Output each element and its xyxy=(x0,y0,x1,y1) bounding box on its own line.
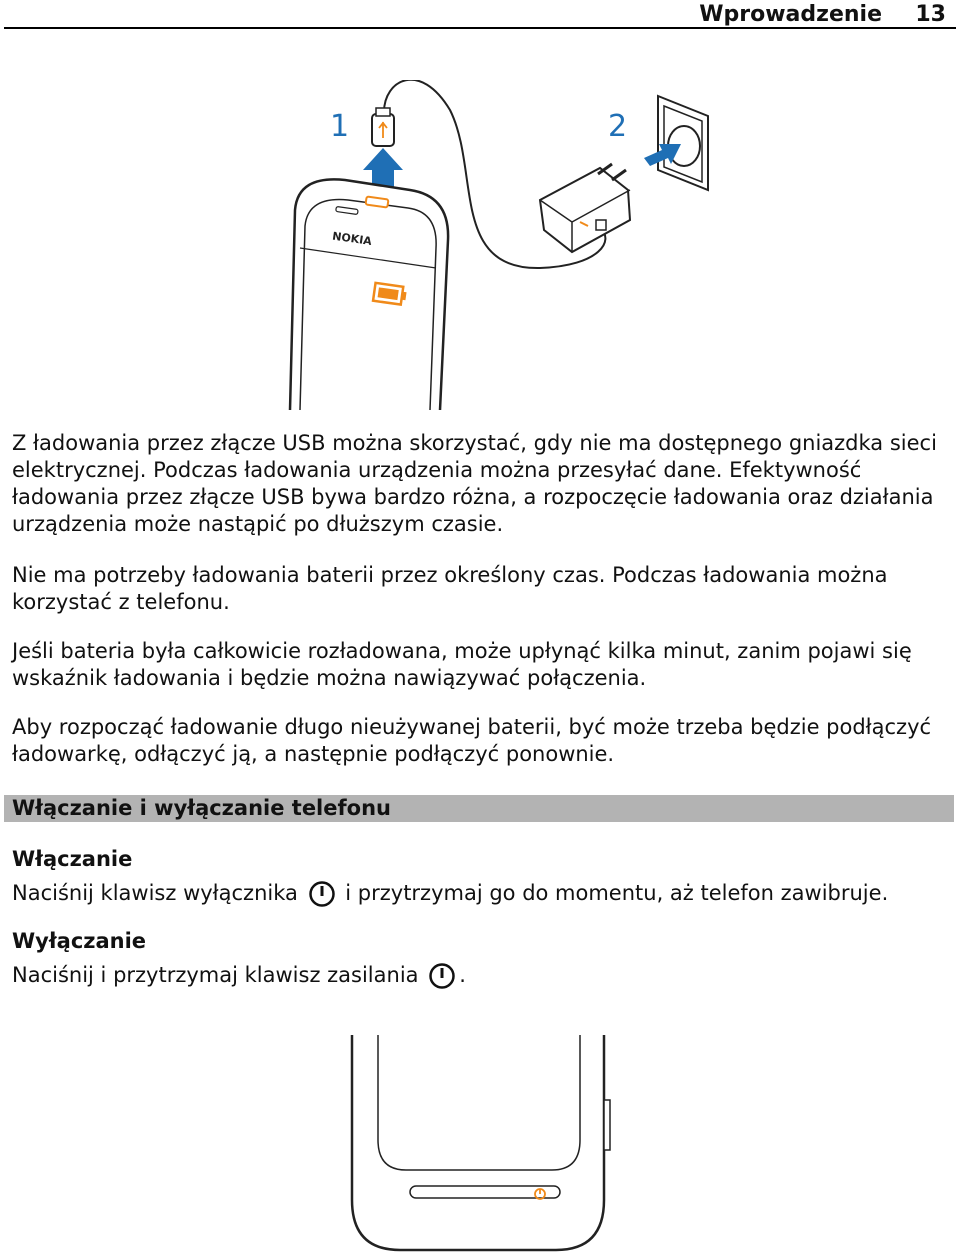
header-rule xyxy=(4,27,956,29)
power-off-text-before: Naciśnij i przytrzymaj klawisz zasilania xyxy=(12,963,419,987)
paragraph-usb-charging: Z ładowania przez złącze USB można skorzystać, gdy nie ma dostępnego gniazdka sieci elektrycznej. Podczas ładowania urządzenia można przesyłać dane. Efektywność ładowania przez złącze USB bywa bardzo różna, a rozpoczęcie ładowania oraz działania urządzenia może nastąpić po dłuższym czasie. xyxy=(12,431,937,536)
power-on-text-after: i przytrzymaj go do momentu, aż telefon zawibruje. xyxy=(345,881,889,905)
power-off-text-after: . xyxy=(459,963,466,987)
page-header xyxy=(0,0,960,30)
page-number: 13 xyxy=(915,2,946,27)
step-2-label: 2 xyxy=(608,109,628,144)
power-key-icon xyxy=(308,880,336,908)
power-off-heading: Wyłączanie xyxy=(12,929,147,953)
paragraph-empty-battery: Jeśli bateria była całkowicie rozładowana, może upłynąć kilka minut, zanim pojawi się wskaźnik ładowania i będzie można nawiązywać połączenia. xyxy=(12,639,912,690)
phone-illustration xyxy=(290,179,448,410)
header-section-title: Wprowadzenie xyxy=(699,2,882,27)
step-1-label: 1 xyxy=(330,109,350,144)
paragraph-unused-battery: Aby rozpocząć ładowanie długo nieużywanej baterii, być może trzeba będzie podłączyć ładowarkę, odłączyć ją, a następnie podłączyć ponownie. xyxy=(12,715,932,766)
power-on-heading: Włączanie xyxy=(12,847,133,871)
phone-power-key-illustration xyxy=(340,1030,620,1259)
usb-plug-icon xyxy=(372,108,394,146)
paragraph-charging-time: Nie ma potrzeby ładowania baterii przez określony czas. Podczas ładowania można korzystać z telefonu. xyxy=(12,563,888,614)
power-on-text-before: Naciśnij klawisz wyłącznika xyxy=(12,881,298,905)
charger-icon xyxy=(540,164,630,252)
section-title: Włączanie i wyłączanie telefonu xyxy=(12,796,391,820)
charging-illustration xyxy=(280,80,740,410)
power-off-instruction xyxy=(12,962,952,990)
power-on-instruction xyxy=(12,880,952,908)
power-key-icon xyxy=(428,962,456,990)
wall-socket-icon xyxy=(658,96,708,190)
brand-logo: NOKIA xyxy=(331,229,373,248)
section-heading-bar xyxy=(4,795,954,822)
